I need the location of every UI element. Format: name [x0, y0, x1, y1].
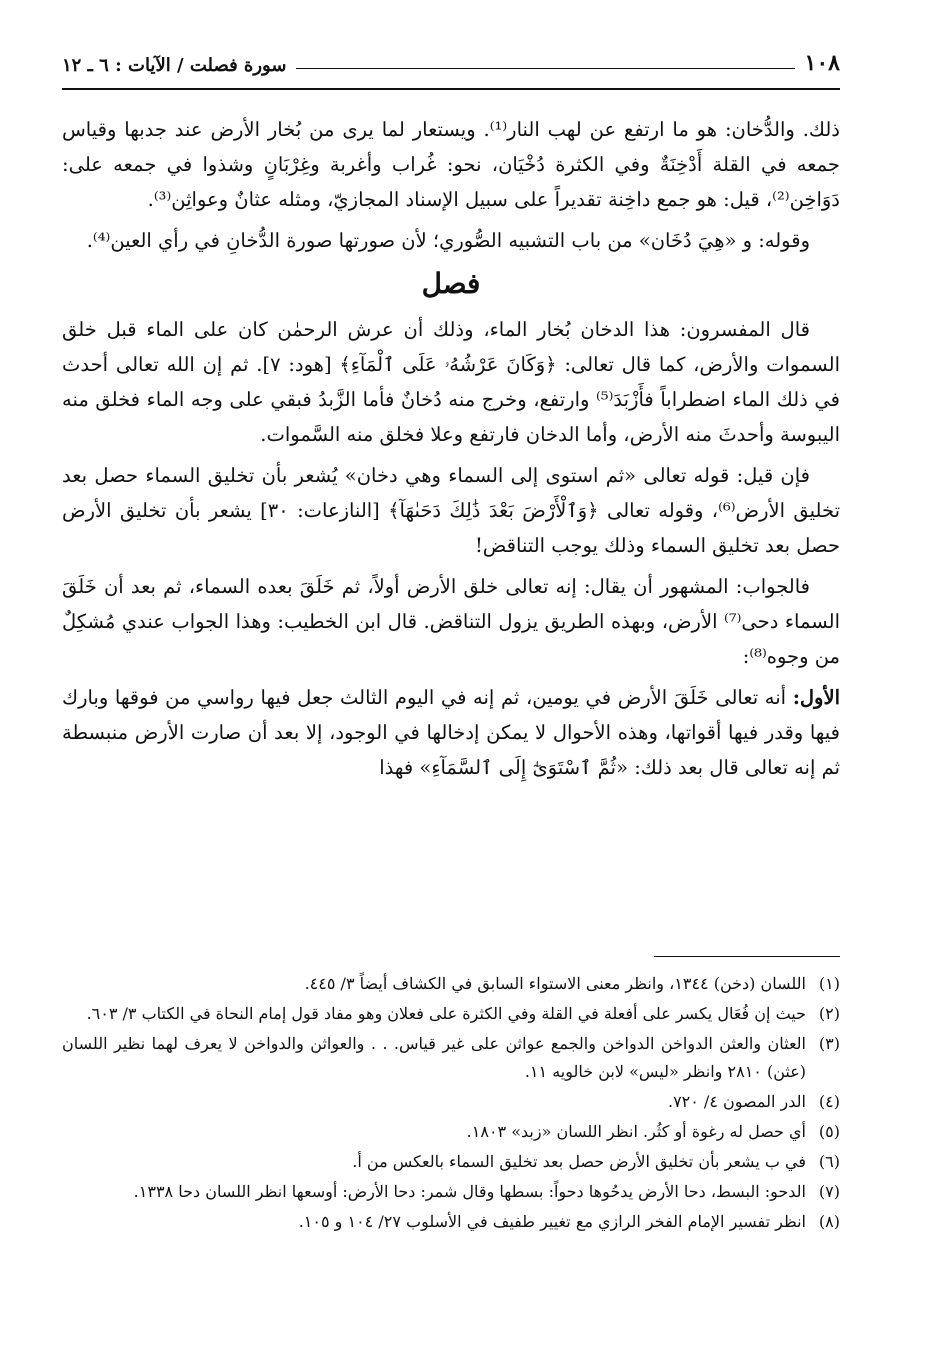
footnote	[62, 1208, 840, 1236]
footnote-text: الدحو: البسط، دحا الأرض يدحُوها دحواً: بسطها وقال شمر: دحا الأرض: أوسعها انظر اللسان دحا ١٣٣٨.	[133, 1182, 806, 1201]
footnote-text: في ب يشعر بأن تخليق الأرض حصل بعد تخليق السماء بالعكس من أ.	[352, 1152, 806, 1171]
header-rule	[62, 88, 840, 90]
footnote-number: (٧)	[818, 1182, 840, 1201]
first-point-label: الأول:	[792, 686, 841, 709]
paragraph: فإن قيل: قوله تعالى «ثم استوى إلى السماء وهي دخان» يُشعر بأن تخليق السماء حصل بعد تخليق الأرض⁽⁶⁾، وقوله تعالى ﴿وَٱلْأَرْضَ بَعْدَ ذَٰلِكَ دَحَىٰهَآ﴾ [النازعات: ٣٠] يشعر بأن تخليق الأرض حصل بعد تخليق السماء وذلك يوجب التناقض!	[62, 464, 840, 557]
footnote-separator	[654, 956, 840, 957]
footnote-number: (٥)	[818, 1122, 840, 1141]
footnote-text: انظر تفسير الإمام الفخر الرازي مع تغيير طفيف في الأسلوب ٢٧/ ١٠٤ و ١٠٥.	[298, 1212, 806, 1231]
footnote	[62, 1000, 840, 1028]
paragraph: قال المفسرون: هذا الدخان بُخار الماء، وذلك أن عرش الرحمٰن كان على الماء قبل خلق السموات والأرض، كما قال تعالى: ﴿وَكَانَ عَرْشُهُۥ عَلَى ٱلْمَآءِ﴾ [هود: ٧]. ثم إن الله تعالى أحدث في ذلك الماء اضطراباً فأَزْبَدَ⁽⁵⁾ وارتفع، وخرج منه دُخانٌ فأما الزَّبدُ فبقي على وجه الماء فخلق منه اليبوسة وأحدثَ منه الأرض، وأما الدخان فارتفع وعلا فخلق منه السَّموات.	[62, 318, 841, 446]
section-heading: فصل	[421, 267, 481, 300]
page-number: ١٠٨	[804, 50, 840, 76]
first-point-paragraph	[62, 680, 840, 785]
paragraph: فالجواب: المشهور أن يقال: إنه تعالى خلق الأرض أولاً، ثم خَلَقَ بعده السماء، ثم بعد أن خَلَقَ السماء دحى⁽⁷⁾ الأرض، وبهذه الطريق يزول التناقض. قال ابن الخطيب: وهذا الجواب عندي مُشكِلٌ من وجوه⁽⁸⁾:	[62, 575, 840, 668]
footnote	[62, 1118, 840, 1146]
footnote-text: اللسان (دخن) ١٣٤٤، وانظر معنى الاستواء السابق في الكشاف أيضاً ٣/ ٤٤٥.	[304, 974, 806, 993]
footnote-text: حيث إن فُعَال يكسر على أفعلة في القلة وفي الكثرة على فعلان وهو مفاد قول إمام النحاة في الكتاب ٣/ ٦٠٣.	[86, 1004, 806, 1023]
footnote-number: (٤)	[818, 1092, 840, 1111]
footnotes	[62, 970, 840, 1238]
main-text	[62, 112, 840, 791]
header-fill-line	[296, 68, 794, 69]
footnote-number: (٨)	[818, 1212, 840, 1231]
footnote-number: (١)	[818, 974, 840, 993]
first-point-text: أنه تعالى خَلَقَ الأرض في يومين، ثم إنه في اليوم الثالث جعل فيها رواسي من فوقها وبارك فيها وقدر فيها أقواتها، وهذه الأحوال لا يمكن إدخالها في الوجود، إلا بعد أن صارت الأرض منبسطة ثم إنه تعالى قال بعد ذلك: «ثُمَّ ٱسْتَوَىٰٓ إِلَى ٱلسَّمَآءِ» فهذا	[62, 686, 840, 779]
paragraph: ذلك. والدُّخان: هو ما ارتفع عن لهب النار⁽¹⁾. ويستعار لما يرى من بُخار الأرض عند جدبها وقياس جمعه في القلة أَدْخِنَةٌ وفي الكثرة دُخْيَان، نحو: غُراب وأغربة وغِرْبَانٍ وشذوا في جمعه على: دَوَاخِن⁽²⁾، قيل: هو جمع داخِنة تقديراً على سبيل الإسناد المجازيّ، ومثله عثانٌ وعواثِن⁽³⁾.	[62, 118, 840, 211]
footnote	[62, 1088, 840, 1116]
footnote-text: أي حصل له رغوة أو كثُر. انظر اللسان «زبد» ١٨٠٣.	[466, 1122, 806, 1141]
footnote-text: الدر المصون ٤/ ٧٢٠.	[667, 1092, 806, 1111]
footnote-number: (٢)	[818, 1004, 840, 1023]
footnote	[62, 1178, 840, 1206]
running-header	[62, 40, 840, 76]
footnote-text: العثان والعثن الدواخن الدواخن والجمع عواثن على غير قياس. . . والعواثن والدواخن لا يعرف لهما نظير اللسان (عثن) ٢٨١٠ وانظر «ليس» لابن خالويه ١١.	[62, 1034, 807, 1081]
footnote-number: (٣)	[818, 1034, 840, 1053]
paragraph: وقوله: و «هِيَ دُخَان» من باب التشبيه الصُّوري؛ لأن صورتها صورة الدُّخانِ في رأي العين⁽⁴⁾.	[86, 229, 810, 252]
footnote	[62, 1148, 840, 1176]
footnote	[62, 1030, 840, 1086]
surah-title: سورة فصلت / الآيات : ٦ ـ ١٢	[62, 55, 287, 76]
book-page	[62, 38, 840, 1338]
footnote	[62, 970, 840, 998]
footnote-number: (٦)	[818, 1152, 840, 1171]
